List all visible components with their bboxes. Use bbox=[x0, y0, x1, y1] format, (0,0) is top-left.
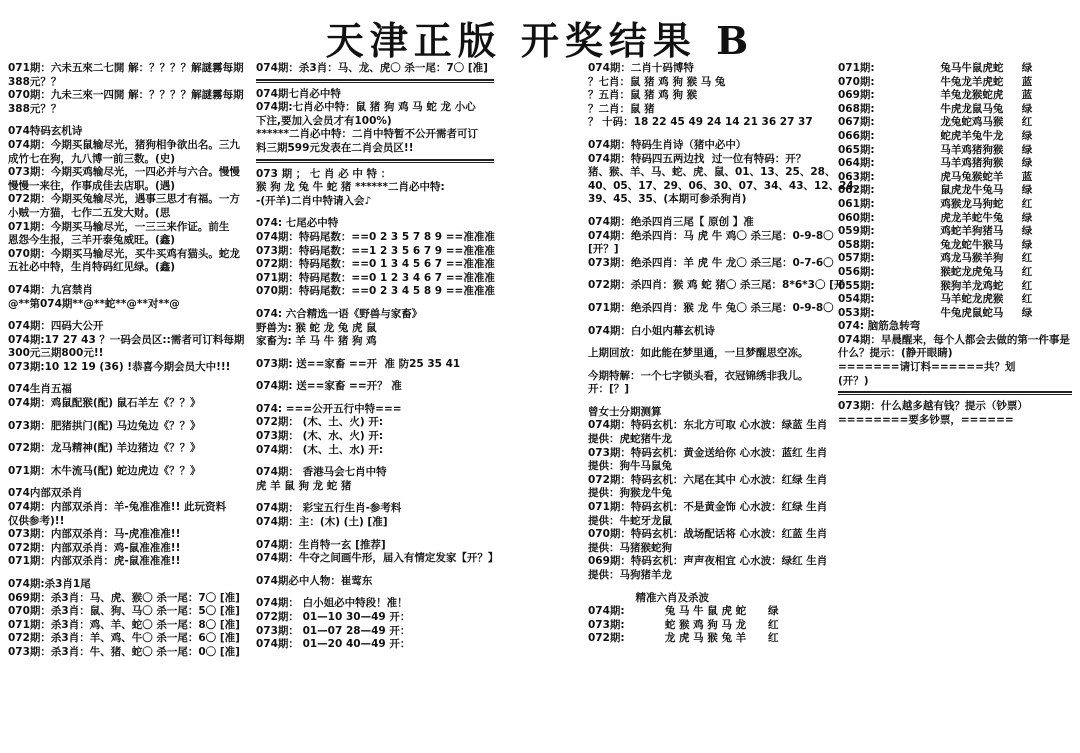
text-line: 074期：鸡鼠配猴(配) 鼠石羊左《？？》 bbox=[8, 397, 201, 410]
text-line: 072期：杀3肖：羊、鸡、牛〇 杀一尾：6〇 [准] bbox=[8, 632, 240, 645]
spacer bbox=[256, 208, 494, 217]
text-line: 071期：特码尾数：==0 1 2 3 4 6 7 ==准准准 bbox=[256, 271, 495, 284]
spacer bbox=[256, 457, 494, 466]
text-line: 071期：木牛流马(配) 蛇边虎边《？？》 bbox=[8, 464, 201, 477]
text-line: 074: 七尾必中特 bbox=[256, 217, 339, 230]
text-line: 074期：早晨醒来，每个人都会去做的第一件事是 bbox=[838, 333, 1070, 346]
text-line: 074期：绝杀四肖：马 虎 牛 鸡〇 杀三尾：0-9-8〇 bbox=[588, 229, 834, 242]
spacer bbox=[588, 293, 828, 302]
text-line: 071期：杀3肖：鸡、羊、蛇〇 杀一尾：8〇 [准] bbox=[8, 618, 240, 631]
spacer bbox=[256, 371, 494, 380]
text-line: 今期特解：一个七字锁头看，衣冠锦绣非我儿。 bbox=[588, 369, 809, 382]
text-line: 066期: 蛇虎羊兔牛龙 绿 bbox=[838, 129, 1033, 142]
spacer bbox=[8, 411, 246, 420]
spacer bbox=[588, 397, 828, 406]
spacer bbox=[588, 316, 828, 325]
text-line: 074期：内部双杀肖：羊-兔准准准!! 此玩资料 bbox=[8, 501, 227, 514]
text-line: ========要多钞票，====== bbox=[838, 413, 1014, 426]
text-line: 074期必中人物：崔莺东 bbox=[256, 574, 373, 587]
text-line: 慢慢一来往，作事成佳去店职。(遇) bbox=[8, 179, 176, 192]
text-line: 提供：马狗猪羊龙 bbox=[588, 569, 672, 581]
text-line: 074期：特码尾数：==0 2 3 5 7 8 9 ==准准准 bbox=[256, 230, 495, 243]
text-line: 388元？？ bbox=[8, 75, 62, 88]
text-line: 070期: 牛兔龙羊虎蛇 蓝 bbox=[838, 75, 1033, 88]
text-line: 恩怨今生报，三羊开泰兔威旺。(鑫) bbox=[8, 234, 176, 247]
spacer bbox=[8, 275, 246, 284]
text-line: 073期：今期买鸡输尽光，一四必并与六合。慢慢 bbox=[8, 166, 240, 179]
text-line: 什么？提示：(静开眼睛) bbox=[838, 347, 953, 360]
page-title: 天津正版 开奖结果 B bbox=[325, 18, 755, 63]
text-line: 072期：内部双杀肖：鸡-鼠准准准!! bbox=[8, 541, 181, 554]
text-line: 074期：杀3肖：马、龙、虎〇 杀一尾：7〇 [准] bbox=[256, 62, 488, 74]
divider bbox=[838, 391, 1072, 395]
text-line: 074期：四码大公开 bbox=[8, 320, 104, 333]
text-line: 074期：绝杀四肖三尾【 原创 】准 bbox=[588, 215, 754, 228]
text-line: 056期: 猴蛇龙虎兔马 红 bbox=[838, 265, 1033, 278]
text-line: 059期: 鸡蛇羊狗猪马 绿 bbox=[838, 225, 1033, 238]
text-line: 猴 狗 龙 兔 牛 蛇 猪 ******二肖必中特: bbox=[256, 181, 445, 194]
text-line: 精准六肖及杀波 bbox=[588, 591, 710, 604]
text-line: 069期：杀3肖：马、虎、猴〇 杀一尾：7〇 [准] bbox=[8, 591, 240, 604]
text-line: 072期：特码玄机：六尾在其中 心水波：红绿 生肖 bbox=[588, 473, 828, 486]
text-line: 074期： 白小姐必中特段！准！ bbox=[256, 597, 408, 610]
text-line: 40、05、17、29、06、30、07、34、43、12、24、 bbox=[588, 179, 865, 192]
text-line: 小贼一方猫，七作二五发大财。(思 bbox=[8, 206, 171, 219]
text-line: 074: ===公开五行中特=== bbox=[256, 402, 402, 415]
text-line: 074期：白小姐内幕玄机诗 bbox=[588, 324, 715, 337]
spacer bbox=[256, 566, 494, 575]
text-line: 074期：主：(木) (土) [准] bbox=[256, 516, 388, 529]
text-line: ？ 十码：18 22 45 49 24 14 21 36 27 37 bbox=[588, 116, 813, 129]
text-line: 073期：特码尾数：==1 2 3 5 6 7 9 ==准准准 bbox=[256, 244, 495, 257]
text-line: 073期： (木、水、火) 开: bbox=[256, 430, 384, 443]
text-line: 074期: 送==家畜 ==开？ 准 bbox=[256, 380, 402, 393]
text-line: 成竹七在狗，九八博一前三数。(史) bbox=[8, 152, 176, 165]
spacer bbox=[256, 394, 494, 403]
text-line: 061期: 鸡猴龙马狗蛇 红 bbox=[838, 197, 1033, 210]
text-line: 058期: 兔龙蛇牛猴马 绿 bbox=[838, 238, 1033, 251]
text-line: 071期：特码玄机：不是黄金饰 心水波：红绿 生肖 bbox=[588, 501, 828, 514]
spacer bbox=[588, 361, 828, 370]
text-line: 074期： 彩宝五行生肖-参考料 bbox=[256, 502, 402, 515]
text-line: 054期: 马羊蛇龙虎猴 红 bbox=[838, 293, 1033, 306]
text-line: 073期：特码玄机：黄金送给你 心水波：蓝红 生肖 bbox=[588, 446, 828, 459]
text-line: 070期：特码玄机：战场配话将 心水波：红蓝 生肖 bbox=[588, 528, 828, 541]
text-line: 曾女士分期测算 bbox=[588, 405, 662, 418]
text-line: 072期：杀四肖：猴 鸡 蛇 猪〇 杀三尾：8*6*3〇 [开 bbox=[588, 279, 845, 292]
text-line: 300元三期800元!! bbox=[8, 347, 104, 360]
text-line: 料三期599元发表在二肖会员区!! bbox=[256, 141, 414, 154]
divider bbox=[256, 79, 494, 83]
text-line: 073期：什么越多越有钱？提示（钞票） bbox=[838, 400, 1028, 413]
text-line: 39、45、35、(本期可参杀狗肖) bbox=[588, 193, 747, 206]
text-line: 071期：内部双杀肖：虎-鼠准准准!! bbox=[8, 555, 181, 568]
spacer bbox=[8, 433, 246, 442]
text-line: 069期：特码玄机：声声夜相宜 心水波：绿红 生肖 bbox=[588, 555, 828, 568]
text-line: 062期: 鼠虎龙牛兔马 绿 bbox=[838, 184, 1033, 197]
text-line: 072期：龙马精神(配) 羊边猪边《？？》 bbox=[8, 442, 201, 455]
text-line: 073 期 ； 七 肖 必 中 特 ： bbox=[256, 167, 392, 180]
text-line: 074期七肖必中特 bbox=[256, 87, 341, 100]
text-line: 五社必中特，生肖特码红见绿。(鑫) bbox=[8, 261, 176, 274]
text-line: 064期: 马羊鸡猪狗猴 绿 bbox=[838, 157, 1033, 170]
text-line: 072期: 龙 虎 马 猴 兔 羊 红 bbox=[588, 632, 779, 645]
text-line: 073期：杀3肖：牛、猪、蛇〇 杀一尾：0〇 [准] bbox=[8, 645, 240, 658]
text-line: 猪、猴、羊、马、蛇、虎、鼠、01、13、25、28、 bbox=[588, 166, 836, 179]
text-line: =======请订料======共？划 bbox=[838, 361, 1016, 374]
text-line: 074期： 01—20 40—49 开： bbox=[256, 638, 411, 651]
text-line: 070期：杀3肖：鼠、狗、马〇 杀一尾：5〇 [准] bbox=[8, 605, 240, 618]
text-line: 提供：马猪猴蛇狗 bbox=[588, 541, 672, 554]
text-line: 071期: 兔马牛鼠虎蛇 绿 bbox=[838, 62, 1033, 74]
text-line: 074: 六合精选一语《野兽与家畜》 bbox=[256, 307, 423, 320]
text-line: 072期： 01—10 30—49 开： bbox=[256, 611, 411, 623]
text-line: 074期： (木、土、水) 开: bbox=[256, 443, 384, 456]
text-line: 074期：九宫禁肖 bbox=[8, 283, 93, 296]
text-line: 提供：狗牛马鼠兔 bbox=[588, 460, 672, 473]
text-line: 073期:10 12 19 (36) !恭喜今期会员大中!!! bbox=[8, 360, 231, 373]
spacer bbox=[588, 270, 828, 279]
text-line: 055期: 猴狗羊龙鸡蛇 红 bbox=[838, 279, 1033, 292]
spacer bbox=[256, 299, 494, 308]
text-line: 069期: 羊兔龙猴蛇虎 蓝 bbox=[838, 89, 1033, 102]
text-line: 073期：内部双杀肖：马-虎准准准!! bbox=[8, 528, 181, 541]
text-line: 063期: 虎马兔猴蛇羊 蓝 bbox=[838, 170, 1033, 183]
text-line: 074期：特码四五两边找 过一位有特码：开？ bbox=[588, 152, 807, 165]
text-line: 071期：绝杀四肖：猴 龙 牛 兔〇 杀三尾：0-9-8〇 bbox=[588, 301, 834, 314]
text-line: 仅供参考)!! bbox=[8, 514, 65, 527]
text-line: 067期: 龙兔蛇鸡马猴 红 bbox=[838, 116, 1033, 129]
spacer bbox=[8, 456, 246, 465]
text-line: 074生肖五福 bbox=[8, 383, 72, 396]
text-line: @**第074期**@**蛇**@**对**@ bbox=[8, 297, 180, 310]
text-line: 070期：今期买马输尽光，买牛买鸡有猫头。蛇龙 bbox=[8, 247, 240, 260]
text-line: 提供：狗猴龙牛兔 bbox=[588, 487, 672, 500]
spacer bbox=[256, 349, 494, 358]
text-line: 074期：生肖特一玄 [推荐] bbox=[256, 538, 386, 551]
text-line: 053期: 牛兔虎鼠蛇马 绿 bbox=[838, 306, 1033, 319]
text-line: 下注,要加入会员才有100%) bbox=[256, 114, 392, 127]
text-line: -(开羊)二肖中特请入会♪ bbox=[256, 194, 372, 207]
text-line: 073期： 01—07 28—49 开： bbox=[256, 624, 411, 637]
text-line: 提供：虎蛇猪牛龙 bbox=[588, 433, 672, 446]
text-line: 070期：九未三來一四開 解：？？？？解謎霧每期 bbox=[8, 89, 244, 102]
text-line: 虎 羊 鼠 狗 龙 蛇 猪 bbox=[256, 479, 352, 492]
spacer bbox=[8, 569, 246, 578]
spacer bbox=[588, 207, 828, 216]
spacer bbox=[588, 338, 828, 347]
text-line: [开？] bbox=[588, 243, 619, 256]
text-line: 072期：特码尾数：==0 1 3 4 5 6 7 ==准准准 bbox=[256, 258, 495, 271]
text-line: 074期:杀3肖1尾 bbox=[8, 578, 91, 590]
text-line: 074期：牛夺之间画牛形，届入有情定发家【开？】 bbox=[256, 552, 499, 565]
text-line: 065期: 马羊鸡猪狗猴 绿 bbox=[838, 143, 1033, 156]
text-line: 071期：今期买马输尽光，一三三来作证。前生 bbox=[8, 220, 230, 233]
text-line: 074特码玄机诗 bbox=[8, 125, 83, 138]
column-2 bbox=[256, 62, 499, 652]
text-line: 上期回放：如此能在梦里通，一旦梦醒思空冻。 bbox=[588, 347, 809, 360]
text-line: 074期：今期买鼠输尽光，猪狗相争欲出名。三九 bbox=[8, 138, 240, 151]
text-line: 072期：今期买兔输尽光，遇事三思才有福。一方 bbox=[8, 193, 240, 206]
spacer bbox=[588, 130, 828, 139]
column-3 bbox=[588, 62, 865, 646]
text-line: 072期： (木、土、火) 开: bbox=[256, 416, 384, 429]
text-line: 071期：六未五來二七開 解：？？？？解謎霧每期 bbox=[8, 62, 244, 74]
text-line: 野兽为: 猴 蛇 龙 兔 虎 鼠 bbox=[256, 321, 377, 334]
text-line: 073期：绝杀四肖：羊 虎 牛 龙〇 杀三尾：0-7-6〇 bbox=[588, 256, 834, 269]
text-line: ******二肖必中特：二肖中特暂不公开需者可订 bbox=[256, 128, 478, 141]
text-line: (开？) bbox=[838, 374, 869, 387]
spacer bbox=[588, 583, 828, 592]
text-line: 074期: 兔 马 牛 鼠 虎 蛇 绿 bbox=[588, 605, 779, 618]
text-line: 074期： 香港马会七肖中特 bbox=[256, 466, 387, 479]
text-line: ？七肖：鼠 猪 鸡 狗 猴 马 兔 bbox=[588, 75, 726, 88]
spacer bbox=[256, 530, 494, 539]
text-line: ？二肖：鼠 猪 bbox=[588, 102, 655, 115]
spacer bbox=[8, 311, 246, 320]
column-1 bbox=[8, 62, 246, 660]
text-line: 057期: 鸡龙马猴羊狗 红 bbox=[838, 252, 1033, 265]
text-line: 074期:17 27 43 ？一码会员区::需者可订料每期 bbox=[8, 333, 245, 346]
text-line: ？五肖：鼠 猪 鸡 狗 猴 bbox=[588, 89, 698, 102]
text-line: 073期：肥猪拱门(配) 马边兔边《？？》 bbox=[8, 419, 201, 432]
text-line: 074: 脑筋急转弯 bbox=[838, 320, 921, 333]
text-line: 060期: 虎龙羊蛇牛兔 绿 bbox=[838, 211, 1033, 224]
text-line: 073期: 送==家畜 ==开 准 防25 35 41 bbox=[256, 357, 461, 370]
divider bbox=[256, 159, 494, 163]
text-line: 开：[？] bbox=[588, 383, 630, 396]
text-line: 家畜为: 羊 马 牛 猪 狗 鸡 bbox=[256, 335, 377, 348]
text-line: 068期: 牛虎龙鼠马兔 绿 bbox=[838, 102, 1033, 115]
text-line: 074期：特码生肖诗（猪中必中） bbox=[588, 138, 747, 151]
text-line: 074期：特码玄机：东北方可取 心水波：绿蓝 生肖 bbox=[588, 419, 828, 432]
text-line: 074期：二肖十码博特 bbox=[588, 62, 694, 74]
text-line: 074期:七肖必中特：鼠 猪 狗 鸡 马 蛇 龙 小心 bbox=[256, 101, 476, 114]
text-line: 提供：牛蛇牙龙鼠 bbox=[588, 514, 672, 527]
text-line: 074内部双杀肖 bbox=[8, 487, 83, 500]
text-line: 073期: 蛇 猴 鸡 狗 马 龙 红 bbox=[588, 618, 779, 631]
text-line: 388元？？ bbox=[8, 102, 62, 115]
column-4 bbox=[838, 62, 1072, 427]
text-line: 070期：特码尾数：==0 2 3 4 5 8 9 ==准准准 bbox=[256, 285, 495, 298]
